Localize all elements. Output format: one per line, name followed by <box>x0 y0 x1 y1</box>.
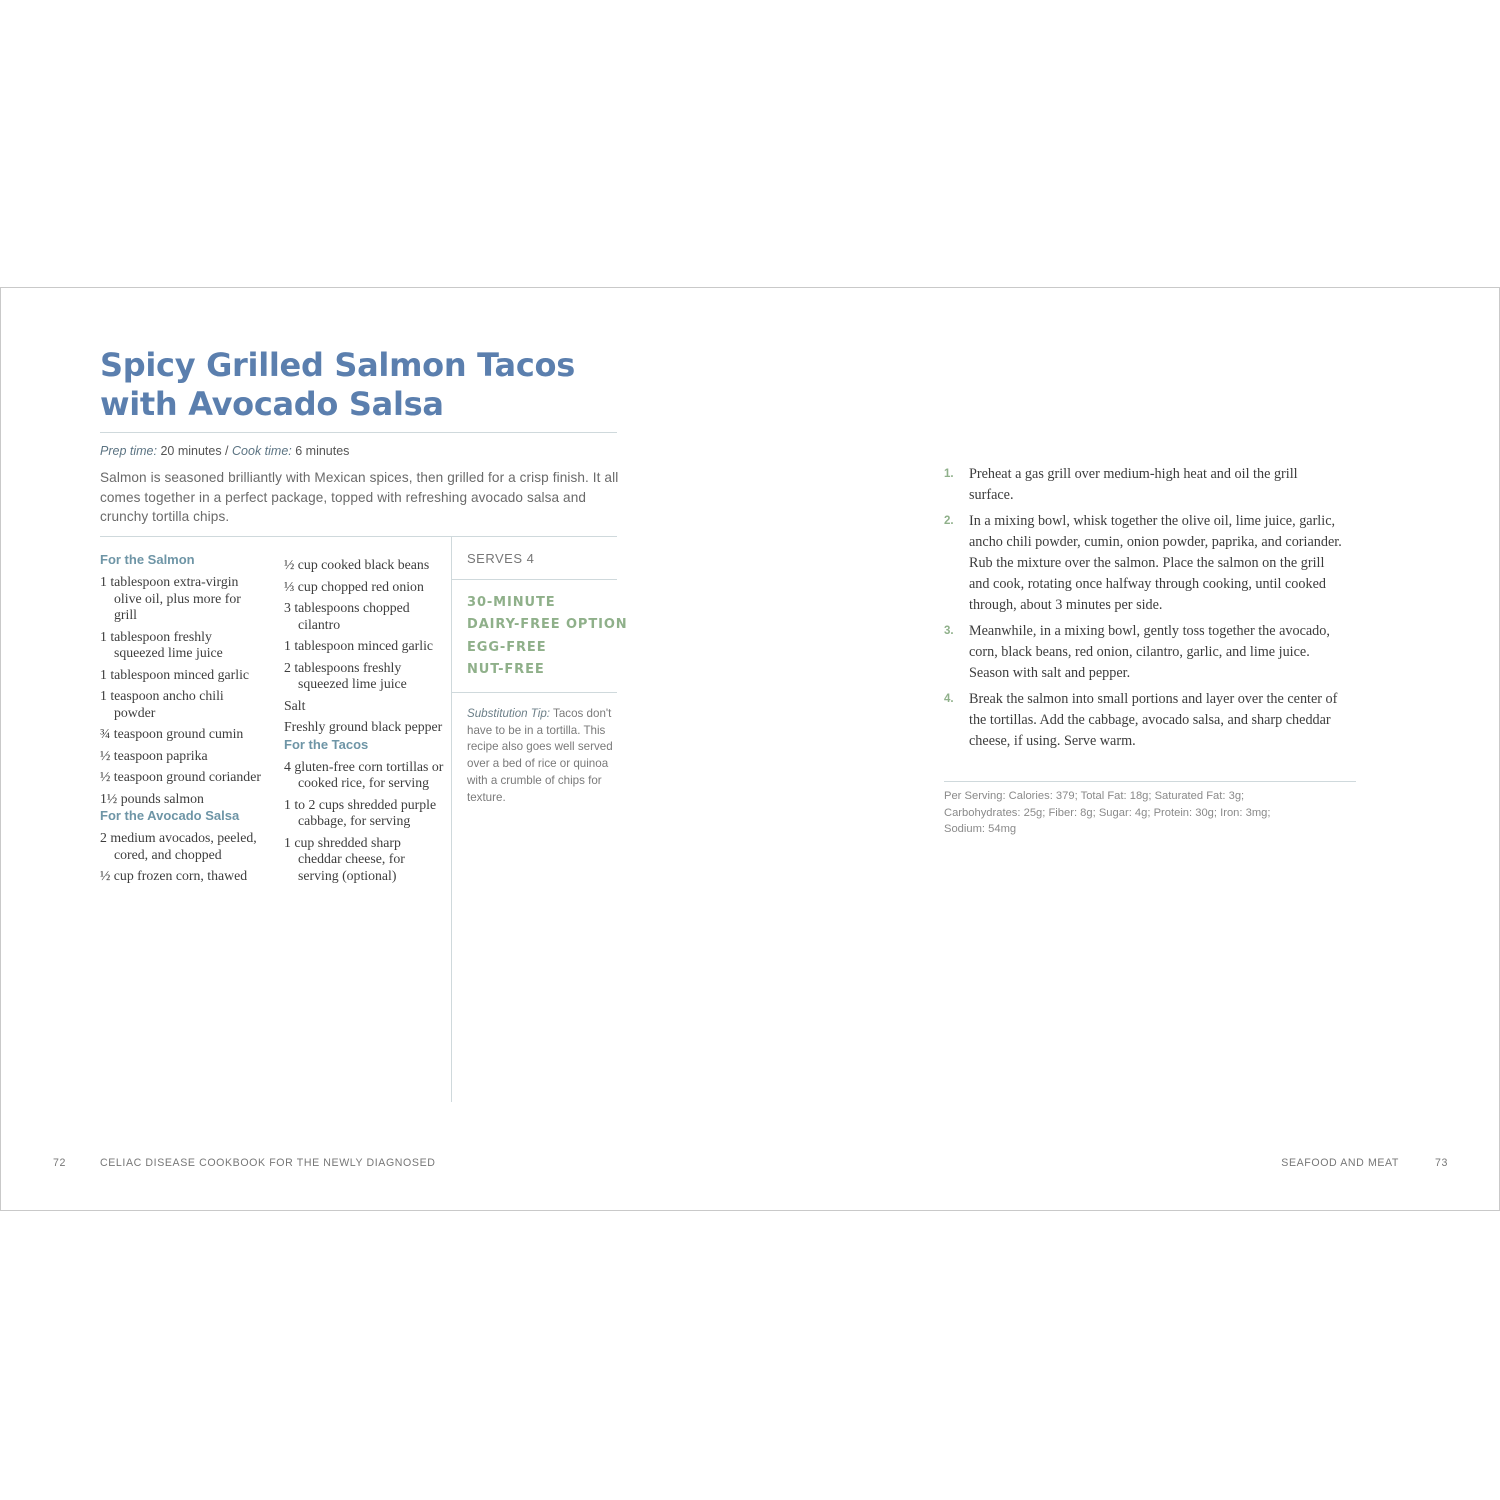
prep-cook-time <box>100 444 349 458</box>
ingredient-item: 2 medium avocados, peeled, cored, and chopped <box>100 830 257 862</box>
ingredient-item: 3 tablespoons chopped cilantro <box>284 600 410 632</box>
step-number: 1. <box>944 468 954 480</box>
instruction-step <box>944 689 1344 752</box>
step-number: 2. <box>944 515 954 527</box>
left-page-number: 72 <box>53 1157 66 1169</box>
salsa-ingredient-list-continued <box>284 557 444 736</box>
section-heading-tacos: For the Tacos <box>284 736 369 752</box>
serves-divider <box>451 579 617 580</box>
step-number: 4. <box>944 693 954 705</box>
salsa-ingredient-list <box>100 830 265 885</box>
tacos-ingredient-list <box>284 759 444 885</box>
ingredient-item: 1 teaspoon ancho chili powder <box>100 688 224 720</box>
instruction-steps <box>944 464 1344 757</box>
ingredient-item: 1 cup shredded sharp cheddar cheese, for serving (optional) <box>284 834 405 883</box>
recipe-title <box>100 346 575 424</box>
step-number: 3. <box>944 625 954 637</box>
salmon-ingredient-list <box>100 574 265 807</box>
intro-divider <box>100 536 617 537</box>
ingredient-item: 1 to 2 cups shredded purple cabbage, for serving <box>284 796 437 828</box>
ingredient-item: Salt <box>284 697 306 713</box>
ingredient-item: 1 tablespoon extra-virgin olive oil, plus more for grill <box>100 574 241 622</box>
right-page-number: 73 <box>1435 1157 1448 1169</box>
ingredients-column-1 <box>100 551 265 885</box>
ingredient-item: 1 tablespoon minced garlic <box>284 638 434 653</box>
tags-divider <box>451 692 617 693</box>
instruction-step <box>944 621 1344 684</box>
tip-label: Substitution Tip: <box>467 707 551 720</box>
cook-time-value: 6 minutes <box>291 444 350 458</box>
step-text: In a mixing bowl, whisk together the olive oil, lime juice, garlic, ancho chili powder, cumin, onion powder, paprika, and coriander. Rub the mixture over the salmon. Place the salmon on the grill and cook, rotating once halfway through cooking, until cooked through, about 3 minutes per side. <box>969 513 1342 613</box>
book-spread <box>0 287 1500 1211</box>
ingredient-item: ½ teaspoon ground coriander <box>100 769 261 784</box>
nutrition-info: Per Serving: Calories: 379; Total Fat: 18g; Saturated Fat: 3g; Carbohydrates: 25g; Fiber: 8g; Sugar: 4g; Protein: 30g; Iron: 3mg; Sodium: 54mg <box>944 790 1271 836</box>
recipe-title-line-1: Spicy Grilled Salmon Tacos <box>100 346 575 384</box>
diet-tag: NUT-FREE <box>467 661 545 677</box>
ingredient-item: 1 tablespoon minced garlic <box>100 666 250 682</box>
cook-time-label: Cook time: <box>232 444 292 458</box>
diet-tags <box>467 592 628 681</box>
title-divider <box>100 432 617 433</box>
ingredient-item: ½ cup frozen corn, thawed <box>100 868 248 883</box>
tip-text: Tacos don't have to be in a tortilla. This recipe also goes well served over a bed of rice or quinoa with a crumble of chips for texture. <box>467 707 613 804</box>
section-heading-salmon: For the Salmon <box>100 552 195 567</box>
recipe-title-line-2: with Avocado Salsa <box>100 385 444 423</box>
serves-count: SERVES 4 <box>467 551 535 566</box>
diet-tag: 30-MINUTE <box>467 595 556 610</box>
instruction-step <box>944 511 1344 616</box>
ingredient-item: Freshly ground black pepper <box>284 719 443 734</box>
instruction-step <box>944 464 1344 506</box>
ingredient-item: 2 tablespoons freshly squeezed lime juice <box>284 659 407 691</box>
recipe-intro: Salmon is seasoned brilliantly with Mexican spices, then grilled for a crisp finish. It all comes together in a perfect package, topped with refreshing avocado salsa and crunchy tortilla chips. <box>100 470 619 524</box>
diet-tag: DAIRY-FREE OPTION <box>467 617 628 633</box>
sidebar-divider <box>451 537 452 1102</box>
substitution-tip <box>467 706 617 806</box>
left-running-title: CELIAC DISEASE COOKBOOK FOR THE NEWLY DIAGNOSED <box>100 1157 436 1169</box>
ingredients-column-2 <box>284 552 444 884</box>
ingredient-item: 4 gluten-free corn tortillas or cooked rice, for serving <box>284 758 444 790</box>
diet-tag: EGG-FREE <box>467 639 547 655</box>
ingredient-item: ½ cup cooked black beans <box>284 557 430 572</box>
prep-time-value: 20 minutes / <box>156 444 233 458</box>
step-text: Meanwhile, in a mixing bowl, gently toss together the avocado, corn, black beans, red onion, cilantro, garlic, and lime juice. Season with salt and pepper. <box>969 623 1330 681</box>
nutrition-divider <box>944 781 1356 782</box>
prep-time-label: Prep time: <box>100 444 157 458</box>
ingredient-item: ¾ teaspoon ground cumin <box>100 726 244 741</box>
section-heading-avocado-salsa: For the Avocado Salsa <box>100 808 240 823</box>
step-text: Break the salmon into small portions and layer over the center of the tortillas. Add the cabbage, avocado salsa, and sharp cheddar cheese, if using. Serve warm. <box>969 691 1338 749</box>
ingredient-item: ⅓ cup chopped red onion <box>284 578 424 594</box>
ingredient-item: ½ teaspoon paprika <box>100 747 208 763</box>
ingredient-item: 1½ pounds salmon <box>100 790 204 806</box>
ingredient-item: 1 tablespoon freshly squeezed lime juice <box>100 628 223 660</box>
right-running-title: SEAFOOD AND MEAT <box>1281 1157 1399 1169</box>
step-text: Preheat a gas grill over medium-high heat and oil the grill surface. <box>969 466 1298 503</box>
